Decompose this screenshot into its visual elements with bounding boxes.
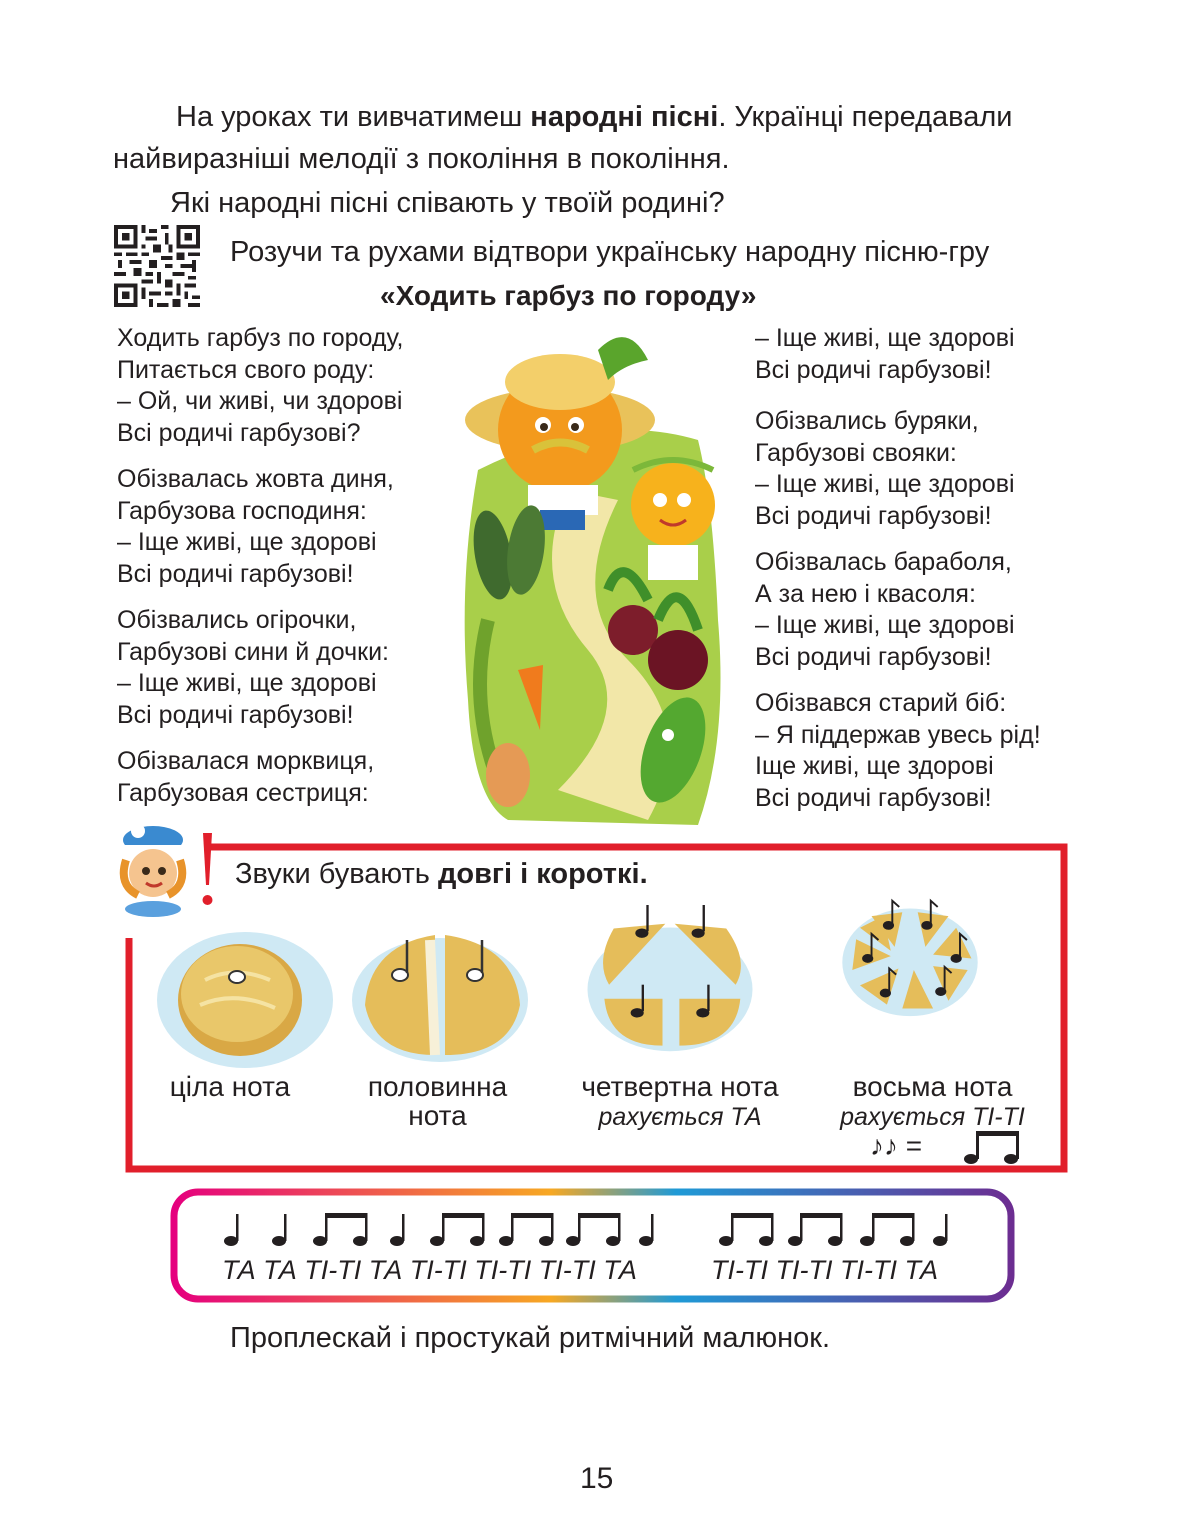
quarter-note xyxy=(224,1214,239,1246)
rhythm-syllables-1: ТА ТА ТІ-ТІ ТА ТІ-ТІ ТІ-ТІ ТІ-ТІ ТА xyxy=(222,1255,637,1285)
quarter-note xyxy=(639,1214,654,1246)
quarter-note xyxy=(390,1214,405,1246)
clap-instruction: Проплескай і простукай ритмічний малюнок. xyxy=(230,1322,831,1354)
quarter-note xyxy=(272,1214,287,1246)
quarter-note-caption: четвертна нота рахується ТА xyxy=(581,1071,779,1131)
song-verse: – Іще живі, ще здорові Всі родичі гарбузові! xyxy=(755,324,1015,384)
eighth-pair xyxy=(860,1213,915,1246)
song-verse: Обізвалась жовта диня, Гарбузова господиня: – Іще живі, ще здорові Всі родичі гарбузові! xyxy=(117,465,394,588)
song-verse: Обізвалася морквиця, Гарбузовая сестриця: xyxy=(117,747,375,807)
beamed-eighths-icon xyxy=(962,1128,1022,1166)
page-number: 15 xyxy=(580,1462,614,1495)
intro-line-2: найвиразніші мелодії з покоління в покоління. xyxy=(113,143,730,175)
intro-question: Які народні пісні співають у твоїй родині? xyxy=(170,187,725,219)
song-title: «Ходить гарбуз по городу» xyxy=(380,280,757,311)
whole-note-bread xyxy=(155,920,335,1070)
eighth-pair xyxy=(313,1213,368,1246)
eighth-note-bread xyxy=(820,870,1000,1020)
half-note-bread xyxy=(350,915,530,1065)
quarter-note xyxy=(933,1214,948,1246)
rhythm-notes xyxy=(220,1210,970,1250)
eighth-equation: ♪♪ = xyxy=(870,1130,923,1161)
eighth-pair xyxy=(566,1213,621,1246)
eighth-pair xyxy=(719,1213,774,1246)
eighth-pair xyxy=(499,1213,554,1246)
girl-exclamation-icon xyxy=(108,825,226,917)
pumpkin-garden-illustration xyxy=(448,320,732,830)
song-verse: Обізвались буряки, Гарбузові свояки: – Іще живі, ще здорові Всі родичі гарбузові! xyxy=(755,407,1015,530)
song-verse: Ходить гарбуз по городу, Питається свого роду: – Ой, чи живі, чи здорові Всі родичі гарбузові? xyxy=(117,324,404,447)
eighth-note-caption: восьма нота рахується ТІ-ТІ xyxy=(840,1071,1025,1131)
half-note-caption: половинна нота xyxy=(367,1071,508,1131)
eighth-pair xyxy=(430,1213,485,1246)
song-verse: Обізвався старий біб: – Я піддержав увесь рід! Іще живі, ще здорові Всі родичі гарбузові! xyxy=(755,689,1041,812)
qr-code[interactable] xyxy=(113,225,201,307)
task-instruction: Розучи та рухами відтвори українську народну пісню-гру xyxy=(230,236,990,268)
whole-note-caption: ціла нота xyxy=(169,1071,291,1102)
quarter-note-bread xyxy=(580,905,760,1055)
notes-heading: Звуки бувають довгі і короткі. xyxy=(235,858,648,890)
eighth-pair xyxy=(788,1213,843,1246)
rhythm-syllables-2: ТІ-ТІ ТІ-ТІ ТІ-ТІ ТА xyxy=(711,1255,939,1285)
song-verse: Обізвались огірочки, Гарбузові сини й дочки: – Іще живі, ще здорові Всі родичі гарбузові! xyxy=(117,606,389,729)
song-verse: Обізвалась бараболя, А за нею і квасоля: – Іще живі, ще здорові Всі родичі гарбузові! xyxy=(755,548,1015,671)
intro-line-1: На уроках ти вивчатимеш народні пісні. Українці передавали xyxy=(176,101,1013,133)
